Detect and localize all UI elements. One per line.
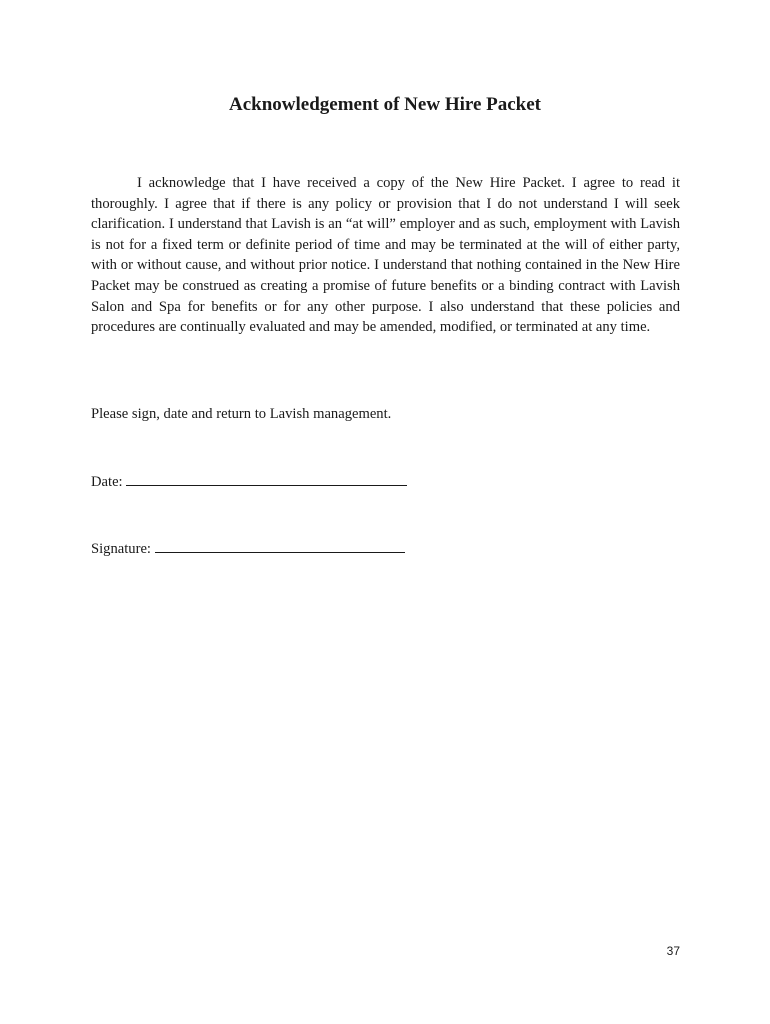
date-label: Date: [91,474,123,490]
date-field [91,471,407,492]
document-title: Acknowledgement of New Hire Packet [228,94,542,115]
signature-label: Signature: [91,541,151,557]
return-instruction: Please sign, date and return to Lavish management. [91,406,392,422]
signature-field [91,538,405,559]
signature-blank-line [155,538,405,553]
page-number: 37 [666,944,680,958]
date-blank-line [126,471,407,486]
acknowledgement-paragraph: I acknowledge that I have received a copy of the New Hire Packet. I agree to read it thoroughly. I agree that if there is any policy or provision that I do not understand I will seek clarification. I understand that Lavish is an “at will” employer and as such, employment with Lavish is not for a fixed term or definite period of time and may be terminated at the will of either party, with or without cause, and without prior notice. I understand that nothing contained in the New Hire Packet may be construed as creating a promise of future benefits or a binding contract with Lavish Salon and Spa for benefits or for any other purpose. I also understand that these policies and procedures are continually evaluated and may be amended, modified, or terminated at any time. [91,175,680,336]
